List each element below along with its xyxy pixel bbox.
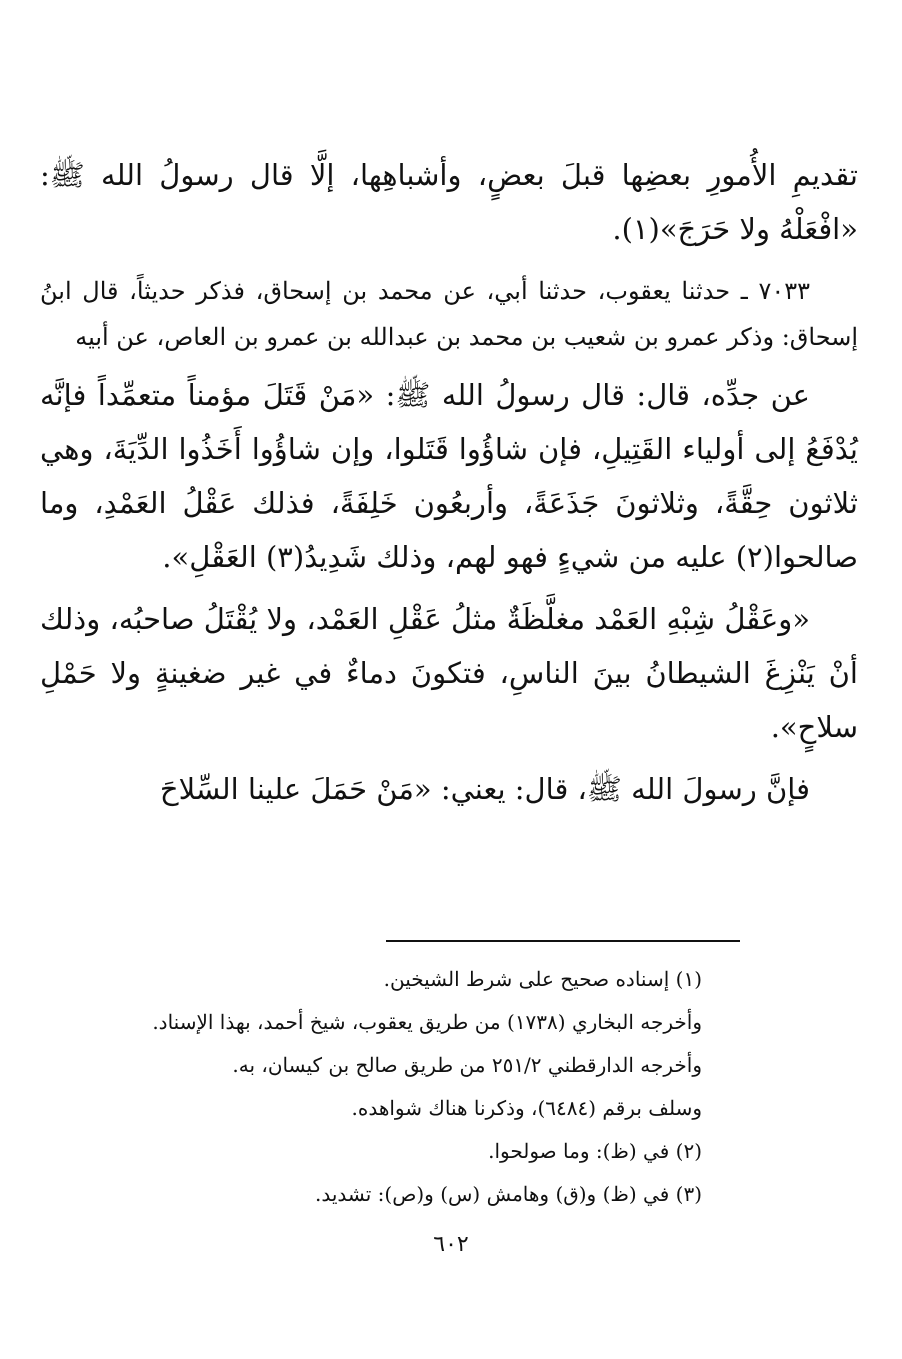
footnote-2: (٢) في (ظ): وما صولحوا. xyxy=(488,1139,702,1163)
footnote-divider xyxy=(386,940,740,942)
footnote-1-line-4: وسلف برقم (٦٤٨٤)، وذكرنا هناك شواهده. xyxy=(351,1096,702,1120)
footnotes xyxy=(60,958,702,1216)
page-number: ٦٠٢ xyxy=(433,1232,469,1257)
footnote-1-line-2: وأخرجه البخاري (١٧٣٨) من طريق يعقوب، شيخ أحمد، بهذا الإسناد. xyxy=(152,1010,702,1034)
footnote-3: (٣) في (ظ) و(ق) وهامش (س) و(ص): تشديد. xyxy=(314,1182,702,1206)
paragraph-continuation: تقديمِ الأُمورِ بعضِها قبلَ بعضٍ، وأشباهِها، إلَّا قال رسولُ الله ﷺ: «افْعَلْهُ ولا حَرَجَ»(١). xyxy=(40,158,858,246)
hadith-7033-chain: ٧٠٣٣ ـ حدثنا يعقوب، حدثنا أبي، عن محمد بن إسحاق، فذكر حديثاً، قال ابنُ إسحاق: وذكر عمرو بن شعيب بن محمد بن عبدالله بن عمرو بن العاص، عن أبيه xyxy=(40,277,858,351)
footnote-1-line-3: وأخرجه الدارقطني ٢٥١/٢ من طريق صالح بن كيسان، به. xyxy=(232,1053,702,1077)
paragraph-semi-intentional: «وعَقْلُ شِبْهِ العَمْد مغلَّظَةٌ مثلُ عَقْلِ العَمْد، ولا يُقْتَلُ صاحبُه، وذلك أنْ يَنْزِغَ الشيطانُ بينَ الناسِ، فتكونَ دماءٌ في غير ضغينةٍ ولا حَمْلِ سلاحٍ». xyxy=(40,602,858,744)
hadith-7033-text: عن جدِّه، قال: قال رسولُ الله ﷺ: «مَنْ قَتَلَ مؤمناً متعمِّداً فإنَّه يُدْفَعُ إلى أولياء القَتِيلِ، فإن شاؤُوا قَتَلوا، وإن شاؤُوا أَخَذُوا الدِّيَةَ، وهي ثلاثون حِقَّةً، وثلاثونَ جَذَعَةً، وأربعُون خَلِفَةً، فذلك عَقْلُ العَمْدِ، وما صالحوا(٢) عليه من شيءٍ فهو لهم، وذلك شَدِيدُ(٣) العَقْلِ». xyxy=(40,378,858,574)
footnote-1: (١) إسناده صحيح على شرط الشيخين. xyxy=(383,967,702,991)
main-text xyxy=(40,148,858,816)
paragraph-carrying-weapons: فإنَّ رسولَ الله ﷺ، قال: يعني: «مَنْ حَمَلَ علينا السِّلاحَ xyxy=(159,772,810,806)
